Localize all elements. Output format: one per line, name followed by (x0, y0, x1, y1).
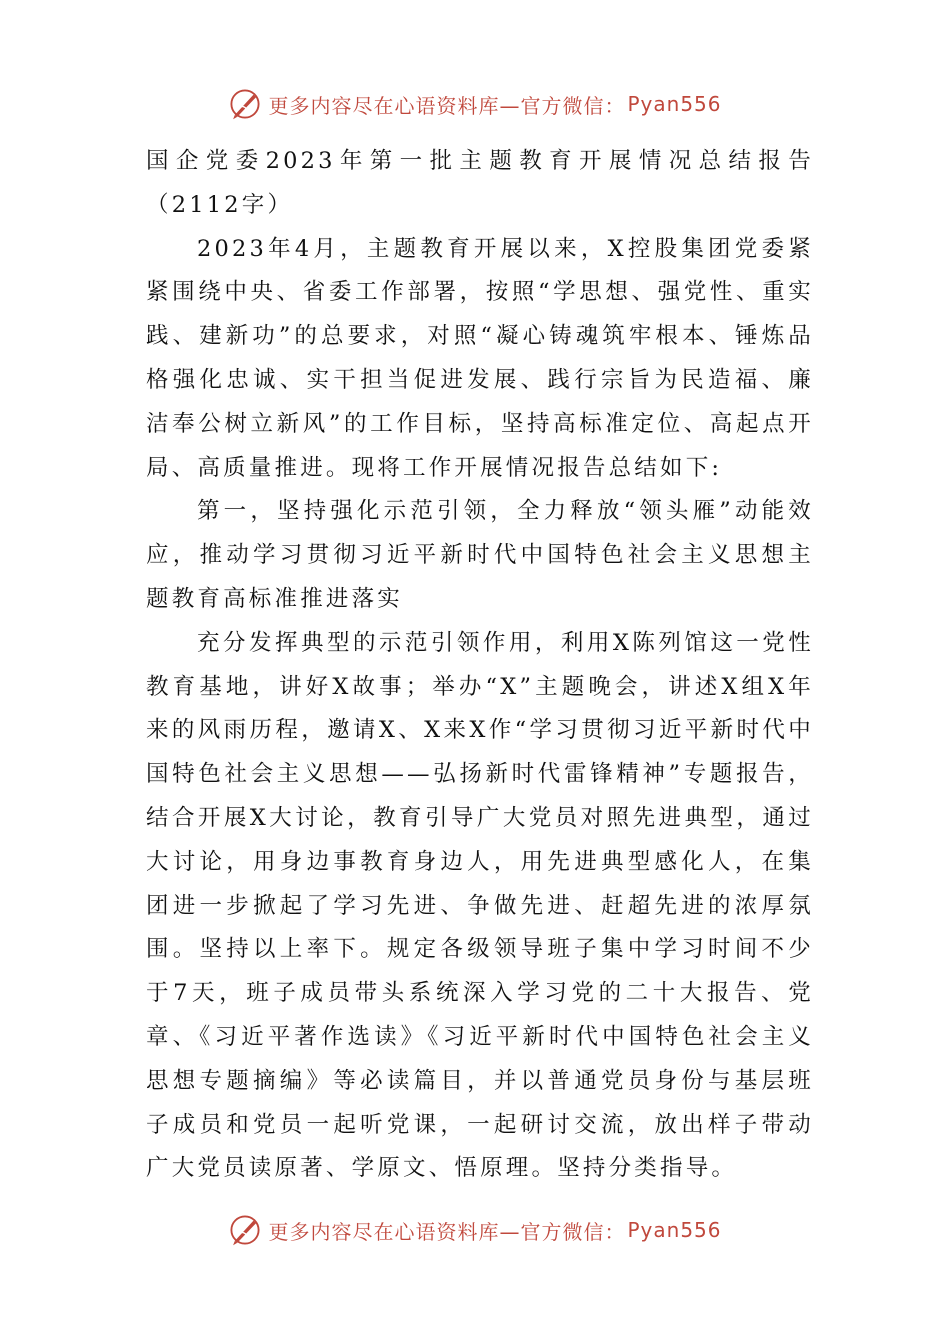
document-title: 国企党委2023年第一批主题教育开展情况总结报告（2112字） (146, 148, 814, 218)
paragraph-intro: 2023年4月，主题教育开展以来，X控股集团党委紧紧围绕中央、省委工作部署，按照“学思想、强党性、重实践、建新功”的总要求，对照“凝心铸魂筑牢根本、锤炼品格强化忠诚、实干担当促进发展、践行宗旨为民造福、廉洁奉公树立新风”的工作目标，坚持高标准定位、高起点开局、高质量推进。现将工作开展情况报告总结如下: (146, 235, 814, 481)
watermark-text: 更多内容尽在心语资料库—官方微信： (268, 1219, 626, 1244)
pen-in-circle-icon (228, 87, 262, 121)
watermark-wechat-id: Pyan556 (627, 1218, 722, 1242)
document-body (146, 140, 814, 1191)
pen-in-circle-icon (228, 1213, 262, 1247)
watermark-header (0, 84, 950, 124)
watermark-footer (0, 1210, 950, 1250)
paragraph-section-body: 充分发挥典型的示范引领作用，利用X陈列馆这一党性教育基地，讲好X故事；举办“X”主题晚会，讲述X组X年来的风雨历程，邀请X、X来X作“学习贯彻习近平新时代中国特色社会主义思想——弘扬新时代雷锋精神”专题报告，结合开展X大讨论，教育引导广大党员对照先进典型，通过大讨论，用身边事教育身边人，用先进典型感化人，在集团进一步掀起了学习先进、争做先进、赶超先进的浓厚氛围。坚持以上率下。规定各级领导班子集中学习时间不少于7天，班子成员带头系统深入学习党的二十大报告、党章、《习近平著作选读》《习近平新时代中国特色社会主义思想专题摘编》等必读篇目，并以普通党员身份与基层班子成员和党员一起听党课，一起研讨交流，放出样子带动广大党员读原著、学原文、悟原理。坚持分类指导。 (146, 629, 814, 1182)
watermark-text: 更多内容尽在心语资料库—官方微信： (268, 93, 626, 118)
paragraph-section-heading: 第一，坚持强化示范引领，全力释放“领头雁”动能效应，推动学习贯彻习近平新时代中国特色社会主义思想主题教育高标准推进落实 (146, 498, 814, 612)
watermark-wechat-id: Pyan556 (627, 92, 722, 116)
